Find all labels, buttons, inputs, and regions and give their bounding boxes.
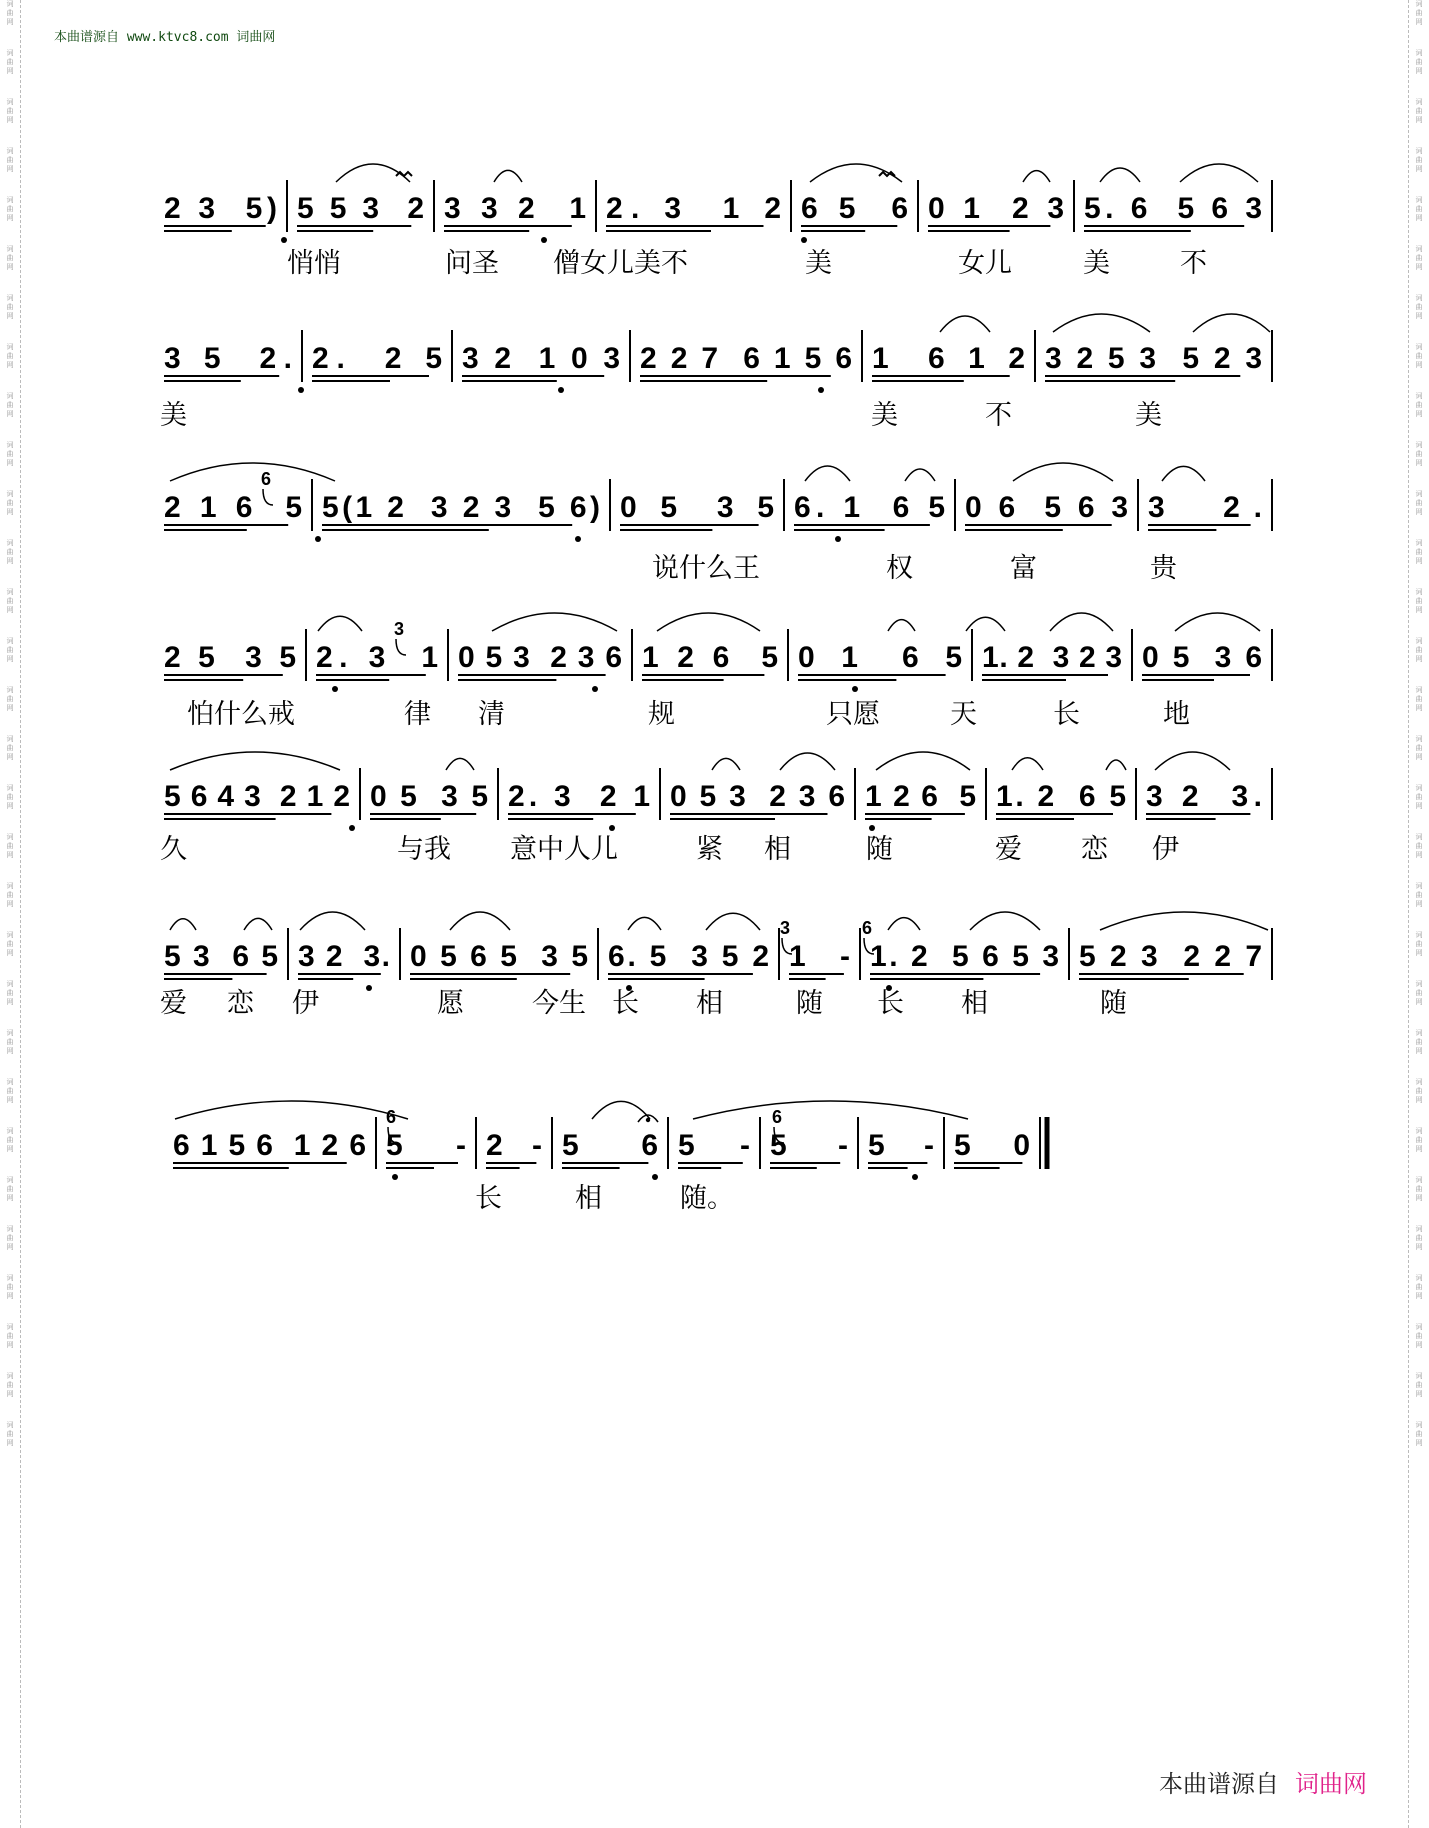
octave-dot xyxy=(652,1174,658,1180)
watermark-text: 词 曲 网 xyxy=(6,1078,14,1104)
slur xyxy=(170,919,196,930)
measure-notes: 5 6 xyxy=(562,1129,658,1162)
grace-note: 3 xyxy=(780,918,791,938)
slur xyxy=(805,466,850,481)
lyric-text: 美 xyxy=(871,400,898,431)
watermark-text: 词 曲 网 xyxy=(6,1029,14,1055)
grace-note: 6 xyxy=(772,1107,783,1127)
octave-dot xyxy=(835,536,841,542)
watermark-text: 词 曲 网 xyxy=(6,980,14,1006)
slur xyxy=(170,752,340,770)
slur xyxy=(1053,314,1150,332)
slur xyxy=(888,620,915,631)
measure-notes: 5 6 4 3 2 1 2 xyxy=(164,780,350,813)
watermark-text: 词 曲 网 xyxy=(6,245,14,271)
slur xyxy=(1012,758,1043,770)
watermark-text: 词 曲 网 xyxy=(1415,1176,1423,1202)
octave-dot xyxy=(869,825,875,831)
measure-notes: 5. 6 5 6 3 xyxy=(1084,192,1262,225)
lyric-text: 女儿 xyxy=(958,248,1012,279)
watermark-text: 词 曲 网 xyxy=(6,1176,14,1202)
slur xyxy=(888,918,920,930)
measure-notes: 0 5 3 5 xyxy=(620,491,774,524)
lyric-text: 问圣 xyxy=(445,248,499,279)
octave-dot xyxy=(912,1174,918,1180)
slur xyxy=(1100,168,1140,182)
measure-notes: 0 1 2 3 xyxy=(928,192,1064,225)
watermark-text: 词 曲 网 xyxy=(6,931,14,957)
measure-notes: 3 5 2. xyxy=(164,342,292,375)
measure-notes: 5(1 2 3 2 3 5 6) xyxy=(322,491,600,524)
watermark-text: 词 曲 网 xyxy=(6,588,14,614)
measure-notes: 1 2 6 5 xyxy=(865,780,976,813)
lyric-text: 相 xyxy=(696,988,723,1019)
watermark-text: 词 曲 网 xyxy=(1415,686,1423,712)
slur xyxy=(1023,171,1050,182)
measure-notes: 1 2 6 5 xyxy=(642,641,778,674)
watermark-text: 词 曲 网 xyxy=(1415,0,1423,26)
watermark-text: 词 曲 网 xyxy=(1415,490,1423,516)
lyric-text: 天 xyxy=(950,699,977,730)
slur xyxy=(492,613,617,631)
slur xyxy=(1100,912,1268,930)
measure-notes: 5 5 3 2 xyxy=(297,192,424,225)
measure-notes: 5 - xyxy=(678,1129,750,1162)
lyric-text: 说什么王 xyxy=(652,553,760,584)
watermark-text: 词 曲 网 xyxy=(6,490,14,516)
octave-dot xyxy=(541,237,547,243)
octave-dot xyxy=(592,686,598,692)
measure-notes: 0 1 6 5 xyxy=(798,641,962,674)
measure-notes: 5 0 xyxy=(954,1129,1030,1162)
octave-dot xyxy=(392,1174,398,1180)
lyric-text: 相 xyxy=(575,1183,602,1214)
octave-dot xyxy=(558,387,564,393)
octave-dot xyxy=(609,825,615,831)
lyric-text: 伊 xyxy=(1152,834,1179,865)
watermark-text: 词 曲 网 xyxy=(1415,294,1423,320)
slur xyxy=(318,616,362,631)
lyric-text: 随。 xyxy=(680,1183,734,1214)
slur xyxy=(1162,466,1205,481)
lyric-text: 随 xyxy=(866,834,893,865)
watermark-text: 词 曲 网 xyxy=(1415,147,1423,173)
measure-notes: 6 1 5 6 1 2 6 xyxy=(173,1129,366,1162)
slur xyxy=(905,469,935,481)
lyric-text: 愿 xyxy=(437,988,464,1019)
watermark-text: 词 曲 网 xyxy=(1415,1372,1423,1398)
measure-notes: 5 3 6 5 xyxy=(164,940,278,973)
watermark-text: 词 曲 网 xyxy=(6,1421,14,1447)
watermark-text: 词 曲 网 xyxy=(6,637,14,663)
watermark-text: 词 曲 网 xyxy=(6,833,14,859)
lyric-text: 地 xyxy=(1163,699,1190,730)
measure-notes: 0 6 5 6 3 xyxy=(965,491,1128,524)
measure-notes: 1. 2 5 6 5 3 xyxy=(870,940,1059,973)
watermark-text: 词 曲 网 xyxy=(1415,833,1423,859)
slur xyxy=(810,164,902,182)
lyric-text: 美 xyxy=(1135,400,1162,431)
watermark-text: 词 曲 网 xyxy=(1415,637,1423,663)
watermark-text: 词 曲 网 xyxy=(1415,245,1423,271)
measure-notes: 5 2 3 2 2 7 xyxy=(1079,940,1262,973)
lyric-text: 清 xyxy=(478,699,505,730)
octave-dot xyxy=(281,237,287,243)
measure-notes: 1 6 1 2 xyxy=(872,342,1025,375)
watermark-text: 词 曲 网 xyxy=(6,1127,14,1153)
watermark-text: 词 曲 网 xyxy=(1415,1323,1423,1349)
lyric-text: 相 xyxy=(764,834,791,865)
slur xyxy=(1013,463,1113,481)
fermata-dot xyxy=(646,1118,650,1122)
source-header: 本曲谱源自 www.ktvc8.com 词曲网 xyxy=(54,30,276,45)
octave-dot xyxy=(818,387,824,393)
lyric-text: 规 xyxy=(648,699,675,730)
slur xyxy=(1180,164,1258,182)
lyric-text: 长 xyxy=(877,988,904,1019)
slur xyxy=(494,170,522,182)
watermark-text: 词 曲 网 xyxy=(1415,931,1423,957)
lyric-text: 权 xyxy=(886,553,913,584)
slur xyxy=(592,1101,650,1119)
measure-notes: 2. 3 2 1 xyxy=(508,780,650,813)
footer-prefix: 本曲谱源自 xyxy=(1159,1770,1279,1798)
slur xyxy=(966,617,1005,631)
octave-dot xyxy=(315,536,321,542)
measure-notes: 0 5 3 6 xyxy=(1142,641,1262,674)
watermark-text: 词 曲 网 xyxy=(6,343,14,369)
lyric-text: 随 xyxy=(796,988,823,1019)
slur xyxy=(1175,613,1260,631)
slur xyxy=(170,463,335,481)
lyric-text: 美 xyxy=(160,400,187,431)
watermark-text: 词 曲 网 xyxy=(1415,735,1423,761)
measure-notes: 2. 3 1 xyxy=(316,641,438,674)
watermark-text: 词 曲 网 xyxy=(1415,392,1423,418)
measure-notes: 2. 2 5 xyxy=(312,342,442,375)
octave-dot xyxy=(575,536,581,542)
lyric-text: 伊 xyxy=(292,988,319,1019)
watermark-text: 词 曲 网 xyxy=(1415,1274,1423,1300)
watermark-text: 词 曲 网 xyxy=(6,686,14,712)
watermark-text: 词 曲 网 xyxy=(1415,588,1423,614)
watermark-text: 词 曲 网 xyxy=(6,1225,14,1251)
watermark-text: 词 曲 网 xyxy=(6,98,14,124)
measure-notes: 5 - xyxy=(386,1129,466,1162)
slur xyxy=(300,912,365,930)
octave-dot xyxy=(801,237,807,243)
measure-notes: 3 2 1 0 3 xyxy=(462,342,620,375)
measure-notes: 5 - xyxy=(868,1129,934,1162)
watermark-text: 词 曲 网 xyxy=(1415,1225,1423,1251)
slur xyxy=(628,917,661,930)
lyric-text: 不 xyxy=(1180,248,1207,279)
grace-note: 3 xyxy=(394,619,405,639)
lyric-text: 爱 xyxy=(995,834,1022,865)
lyric-text: 爱 xyxy=(160,988,187,1019)
slur xyxy=(1193,314,1270,332)
slur xyxy=(706,913,760,930)
slur xyxy=(970,912,1040,930)
lyric-text: 僧女儿美不 xyxy=(553,248,688,279)
measure-notes: 0 5 3 2 3 6 xyxy=(458,641,622,674)
slur xyxy=(693,1101,968,1119)
lyric-text: 紧 xyxy=(696,834,723,865)
source-footer xyxy=(1159,1764,1367,1799)
measure-notes: 2 2 7 6 1 5 6 xyxy=(640,342,852,375)
watermark-text: 词 曲 网 xyxy=(1415,98,1423,124)
lyric-text: 怕什么戒 xyxy=(187,699,295,730)
watermark-text: 词 曲 网 xyxy=(1415,980,1423,1006)
slur xyxy=(657,613,760,631)
watermark-text: 词 曲 网 xyxy=(6,784,14,810)
lyric-text: 长 xyxy=(475,1183,502,1214)
slur xyxy=(712,758,740,770)
measure-notes: 2. 3 1 2 xyxy=(606,192,781,225)
slur xyxy=(940,316,990,332)
measure-notes: 3 3 2 1 xyxy=(444,192,586,225)
measure-notes: 0 5 6 5 3 5 xyxy=(410,940,588,973)
lyric-text: 悄悄 xyxy=(287,248,341,279)
measure-notes: 3 2. xyxy=(1148,491,1262,524)
watermark-text: 词 曲 网 xyxy=(1415,441,1423,467)
octave-dot xyxy=(349,825,355,831)
measure-notes: 3 2 3. xyxy=(1146,780,1262,813)
lyric-text: 只愿 xyxy=(826,699,880,730)
lyric-text: 意中人儿 xyxy=(510,834,618,865)
slur xyxy=(1106,760,1126,770)
measure-notes: 3 2 3. xyxy=(298,940,390,973)
lyric-text: 今生 xyxy=(532,988,586,1019)
watermark-text: 词 曲 网 xyxy=(1415,1127,1423,1153)
measure-notes: 2 - xyxy=(486,1129,542,1162)
watermark-text: 词 曲 网 xyxy=(6,1372,14,1398)
slur xyxy=(780,753,835,770)
measure-notes: 3 2 5 3 5 2 3 xyxy=(1045,342,1262,375)
measure-notes: 6 5 6 xyxy=(801,192,908,225)
slur xyxy=(175,1101,408,1119)
slur xyxy=(1050,613,1113,631)
watermark-text: 词 曲 网 xyxy=(6,294,14,320)
lyric-text: 不 xyxy=(985,400,1012,431)
measure-notes: 6. 1 6 5 xyxy=(794,491,945,524)
watermark-text: 词 曲 网 xyxy=(6,0,14,26)
lyric-text: 贵 xyxy=(1150,553,1177,584)
octave-dot xyxy=(332,686,338,692)
lyric-text: 恋 xyxy=(1081,834,1108,865)
watermark-text: 词 曲 网 xyxy=(6,1323,14,1349)
lyric-text: 久 xyxy=(160,834,187,865)
measure-notes: 0 5 3 5 xyxy=(370,780,488,813)
watermark-text: 词 曲 网 xyxy=(1415,784,1423,810)
watermark-text: 词 曲 网 xyxy=(1415,539,1423,565)
measure-notes: 0 5 3 2 3 6 xyxy=(670,780,845,813)
measure-notes: 6. 5 3 5 2 xyxy=(608,940,769,973)
grace-note: 6 xyxy=(386,1107,397,1127)
octave-dot xyxy=(298,387,304,393)
watermark-text: 词 曲 网 xyxy=(6,196,14,222)
slur xyxy=(876,752,970,770)
watermark-text: 词 曲 网 xyxy=(6,1274,14,1300)
watermark-text: 词 曲 网 xyxy=(6,735,14,761)
lyric-text: 美 xyxy=(1083,248,1110,279)
measure-notes: 1 - xyxy=(789,940,850,973)
lyric-text: 随 xyxy=(1100,988,1127,1019)
slur xyxy=(244,918,272,930)
lyric-text: 富 xyxy=(1010,553,1037,584)
slur xyxy=(446,758,474,770)
lyric-text: 与我 xyxy=(397,834,451,865)
measure-notes: 5 - xyxy=(770,1129,848,1162)
watermark-text: 词 曲 网 xyxy=(1415,1421,1423,1447)
measure-notes: 2 5 3 5 xyxy=(164,641,296,674)
measure-notes: 2 1 6 5 xyxy=(164,491,302,524)
watermark-text: 词 曲 网 xyxy=(6,539,14,565)
watermark-text: 词 曲 网 xyxy=(1415,343,1423,369)
measure-notes: 1. 2 6 5 xyxy=(996,780,1126,813)
watermark-text: 词 曲 网 xyxy=(1415,1078,1423,1104)
watermark-text: 词 曲 网 xyxy=(1415,196,1423,222)
watermark-text: 词 曲 网 xyxy=(1415,49,1423,75)
grace-note: 6 xyxy=(261,469,272,489)
grace-note: 6 xyxy=(862,918,873,938)
lyric-text: 律 xyxy=(404,699,431,730)
slur xyxy=(1155,752,1230,770)
watermark-text: 词 曲 网 xyxy=(6,441,14,467)
octave-dot xyxy=(852,686,858,692)
watermark-text: 词 曲 网 xyxy=(6,147,14,173)
lyric-text: 恋 xyxy=(227,988,254,1019)
lyric-text: 长 xyxy=(1053,699,1080,730)
mordent-icon xyxy=(396,172,412,176)
watermark-text: 词 曲 网 xyxy=(6,392,14,418)
watermark-text: 词 曲 网 xyxy=(1415,882,1423,908)
lyric-text: 相 xyxy=(961,988,988,1019)
slur xyxy=(450,912,510,930)
lyric-text: 美 xyxy=(805,248,832,279)
measure-notes: 1. 2 3 2 3 xyxy=(982,641,1122,674)
octave-dot xyxy=(366,985,372,991)
watermark-text: 词 曲 网 xyxy=(6,882,14,908)
watermark-text: 词 曲 网 xyxy=(1415,1029,1423,1055)
measure-notes: 2 3 5) xyxy=(164,192,277,225)
lyric-text: 长 xyxy=(612,988,639,1019)
watermark-text: 词 曲 网 xyxy=(6,49,14,75)
footer-site-link[interactable]: 词曲网 xyxy=(1295,1770,1367,1798)
